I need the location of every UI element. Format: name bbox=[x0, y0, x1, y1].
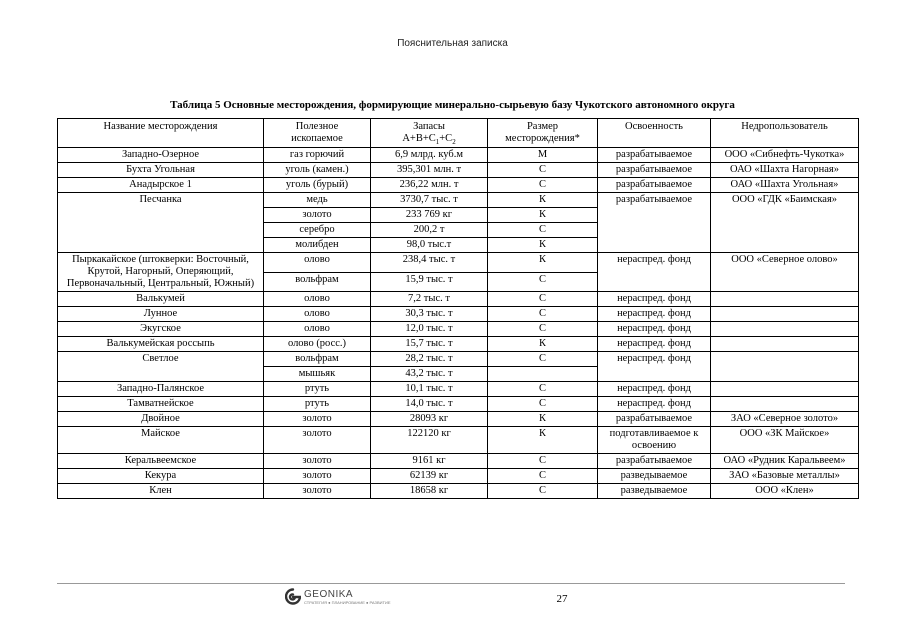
col-header-mineral: Полезное ископаемое bbox=[264, 119, 371, 148]
col-header-reserves: Запасы $А+В+С_1+С_2$ bbox=[371, 119, 488, 148]
size-cell: С bbox=[488, 469, 598, 484]
col-header-user: Недропользователь bbox=[711, 119, 859, 148]
deposit-name-cell: Двойное bbox=[58, 412, 264, 427]
subsoil-user-cell: ЗАО «Северное золото» bbox=[711, 412, 859, 427]
subsoil-user-cell bbox=[711, 397, 859, 412]
reserves-cell: 15,7 тыс. т bbox=[371, 337, 488, 352]
deposit-name-cell: Валькумейская россыпь bbox=[58, 337, 264, 352]
size-cell: К bbox=[488, 337, 598, 352]
size-cell: К bbox=[488, 208, 598, 223]
development-cell: разрабатываемое bbox=[598, 178, 711, 193]
mineral-cell: золото bbox=[264, 484, 371, 499]
mineral-cell: олово bbox=[264, 307, 371, 322]
subsoil-user-cell bbox=[711, 352, 859, 382]
deposit-name-cell: Пыркакайское (штокверки: Восточный, Крутой, Нагорный, Оперяющий, Первоначальный, Центральный, Южный) bbox=[58, 253, 264, 292]
reserves-cell: 200,2 т bbox=[371, 223, 488, 238]
subsoil-user-cell: ООО «ЗК Майское» bbox=[711, 427, 859, 454]
reserves-cell: 6,9 млрд. куб.м bbox=[371, 148, 488, 163]
mineral-cell: золото bbox=[264, 412, 371, 427]
table-caption: Таблица 5 Основные месторождения, формирующие минерально-сырьевую базу Чукотского автономного округа bbox=[170, 99, 735, 111]
development-cell: нераспред. фонд bbox=[598, 322, 711, 337]
col-header-size: Размер месторождения* bbox=[488, 119, 598, 148]
size-cell bbox=[488, 367, 598, 382]
mineral-cell: газ горючий bbox=[264, 148, 371, 163]
table-row bbox=[58, 163, 859, 178]
col-header-development: Освоенность bbox=[598, 119, 711, 148]
development-cell: нераспред. фонд bbox=[598, 352, 711, 382]
reserves-cell: 18658 кг bbox=[371, 484, 488, 499]
deposit-name-cell: Бухта Угольная bbox=[58, 163, 264, 178]
subsoil-user-cell: ЗАО «Базовые металлы» bbox=[711, 469, 859, 484]
size-cell: С bbox=[488, 292, 598, 307]
subsoil-user-cell: ОАО «Шахта Угольная» bbox=[711, 178, 859, 193]
size-cell: С bbox=[488, 178, 598, 193]
size-cell: С bbox=[488, 322, 598, 337]
mineral-cell: мышьяк bbox=[264, 367, 371, 382]
deposit-name-cell: Тамватнейское bbox=[58, 397, 264, 412]
deposits-table bbox=[57, 118, 859, 499]
deposit-name-cell: Клен bbox=[58, 484, 264, 499]
development-cell: нераспред. фонд bbox=[598, 307, 711, 322]
deposit-name-cell: Светлое bbox=[58, 352, 264, 382]
development-cell: разрабатываемое bbox=[598, 412, 711, 427]
reserves-cell: 62139 кг bbox=[371, 469, 488, 484]
mineral-cell: молибден bbox=[264, 238, 371, 253]
development-cell: подготавливаемое к освоению bbox=[598, 427, 711, 454]
deposit-name-cell: Керальвеемское bbox=[58, 454, 264, 469]
page-number: 27 bbox=[556, 593, 568, 605]
table-row bbox=[58, 178, 859, 193]
development-cell: нераспред. фонд bbox=[598, 292, 711, 307]
development-cell: разрабатываемое bbox=[598, 454, 711, 469]
subsoil-user-cell bbox=[711, 322, 859, 337]
subsoil-user-cell bbox=[711, 292, 859, 307]
running-header: Пояснительная записка bbox=[397, 38, 508, 49]
deposit-name-cell: Анадырское 1 bbox=[58, 178, 264, 193]
size-cell: С bbox=[488, 223, 598, 238]
subsoil-user-cell: ООО «Северное олово» bbox=[711, 253, 859, 292]
reserves-cell: 12,0 тыс. т bbox=[371, 322, 488, 337]
table-row bbox=[58, 382, 859, 397]
deposit-name-cell: Кекура bbox=[58, 469, 264, 484]
development-cell: разрабатываемое bbox=[598, 148, 711, 163]
reserves-cell: 233 769 кг bbox=[371, 208, 488, 223]
development-cell: нераспред. фонд bbox=[598, 397, 711, 412]
table-row bbox=[58, 352, 859, 367]
reserves-cell: 9161 кг bbox=[371, 454, 488, 469]
mineral-cell: серебро bbox=[264, 223, 371, 238]
mineral-cell: ртуть bbox=[264, 397, 371, 412]
deposit-name-cell: Западно-Озерное bbox=[58, 148, 264, 163]
development-cell: нераспред. фонд bbox=[598, 337, 711, 352]
subsoil-user-cell: ООО «ГДК «Баимская» bbox=[711, 193, 859, 253]
footer-logo bbox=[285, 588, 391, 606]
reserves-cell: 7,2 тыс. т bbox=[371, 292, 488, 307]
subsoil-user-cell bbox=[711, 382, 859, 397]
size-cell: С bbox=[488, 352, 598, 367]
deposit-name-cell: Лунное bbox=[58, 307, 264, 322]
subsoil-user-cell: ООО «Клен» bbox=[711, 484, 859, 499]
size-cell: С bbox=[488, 454, 598, 469]
mineral-cell: уголь (камен.) bbox=[264, 163, 371, 178]
reserves-cell: 3730,7 тыс. т bbox=[371, 193, 488, 208]
reserves-cell: 15,9 тыс. т bbox=[371, 272, 488, 292]
subsoil-user-cell: ОАО «Рудник Каральвеем» bbox=[711, 454, 859, 469]
logo-name: GEONIKA bbox=[304, 589, 354, 600]
mineral-cell: олово bbox=[264, 322, 371, 337]
mineral-cell: вольфрам bbox=[264, 352, 371, 367]
deposit-name-cell: Валькумей bbox=[58, 292, 264, 307]
table-row bbox=[58, 454, 859, 469]
reserves-cell: 236,22 млн. т bbox=[371, 178, 488, 193]
deposit-name-cell: Западно-Палянское bbox=[58, 382, 264, 397]
reserves-cell: 10,1 тыс. т bbox=[371, 382, 488, 397]
mineral-cell: ртуть bbox=[264, 382, 371, 397]
size-cell: С bbox=[488, 397, 598, 412]
mineral-cell: олово bbox=[264, 292, 371, 307]
table-row bbox=[58, 484, 859, 499]
mineral-cell: золото bbox=[264, 427, 371, 454]
reserves-cell: 395,301 млн. т bbox=[371, 163, 488, 178]
reserves-cell: 238,4 тыс. т bbox=[371, 253, 488, 273]
table-row bbox=[58, 307, 859, 322]
table-row bbox=[58, 397, 859, 412]
subsoil-user-cell bbox=[711, 307, 859, 322]
mineral-cell: вольфрам bbox=[264, 272, 371, 292]
size-cell: К bbox=[488, 253, 598, 273]
mineral-cell: медь bbox=[264, 193, 371, 208]
geonika-spiral-logo-icon bbox=[285, 588, 301, 606]
reserves-cell: 28,2 тыс. т bbox=[371, 352, 488, 367]
deposit-name-cell: Песчанка bbox=[58, 193, 264, 253]
mineral-cell: золото bbox=[264, 454, 371, 469]
logo-tagline: СТРАТЕГИЯ ● ПЛАНИРОВАНИЕ ● РАЗВИТИЕ bbox=[304, 600, 391, 605]
size-cell: С bbox=[488, 382, 598, 397]
deposit-name-cell: Экугское bbox=[58, 322, 264, 337]
reserves-cell: 43,2 тыс. т bbox=[371, 367, 488, 382]
table-row bbox=[58, 337, 859, 352]
development-cell: разведываемое bbox=[598, 484, 711, 499]
development-cell: нераспред. фонд bbox=[598, 253, 711, 292]
size-cell: М bbox=[488, 148, 598, 163]
reserves-cell: 98,0 тыс.т bbox=[371, 238, 488, 253]
table-row bbox=[58, 412, 859, 427]
col-header-name: Название месторождения bbox=[58, 119, 264, 148]
reserves-cell: 122120 кг bbox=[371, 427, 488, 454]
subsoil-user-cell: ОАО «Шахта Нагорная» bbox=[711, 163, 859, 178]
deposit-name-cell: Майское bbox=[58, 427, 264, 454]
size-cell: С bbox=[488, 307, 598, 322]
footer-rule bbox=[57, 583, 845, 584]
reserves-cell: 14,0 тыс. т bbox=[371, 397, 488, 412]
development-cell: разведываемое bbox=[598, 469, 711, 484]
size-cell: К bbox=[488, 238, 598, 253]
subsoil-user-cell: ООО «Сибнефть-Чукотка» bbox=[711, 148, 859, 163]
mineral-cell: уголь (бурый) bbox=[264, 178, 371, 193]
development-cell: разрабатываемое bbox=[598, 193, 711, 253]
size-cell: С bbox=[488, 163, 598, 178]
mineral-cell: золото bbox=[264, 208, 371, 223]
size-cell: К bbox=[488, 412, 598, 427]
table-row bbox=[58, 253, 859, 273]
size-cell: С bbox=[488, 484, 598, 499]
reserves-cell: 30,3 тыс. т bbox=[371, 307, 488, 322]
table-row bbox=[58, 292, 859, 307]
mineral-cell: золото bbox=[264, 469, 371, 484]
table-header-row bbox=[58, 119, 859, 148]
size-cell: К bbox=[488, 193, 598, 208]
development-cell: разрабатываемое bbox=[598, 163, 711, 178]
table-row bbox=[58, 193, 859, 208]
subsoil-user-cell bbox=[711, 337, 859, 352]
mineral-cell: олово (росс.) bbox=[264, 337, 371, 352]
reserves-cell: 28093 кг bbox=[371, 412, 488, 427]
size-cell: С bbox=[488, 272, 598, 292]
size-cell: К bbox=[488, 427, 598, 454]
table-row bbox=[58, 148, 859, 163]
table-body bbox=[58, 148, 859, 499]
table-row bbox=[58, 322, 859, 337]
development-cell: нераспред. фонд bbox=[598, 382, 711, 397]
table-row bbox=[58, 427, 859, 454]
mineral-cell: олово bbox=[264, 253, 371, 273]
table-row bbox=[58, 469, 859, 484]
